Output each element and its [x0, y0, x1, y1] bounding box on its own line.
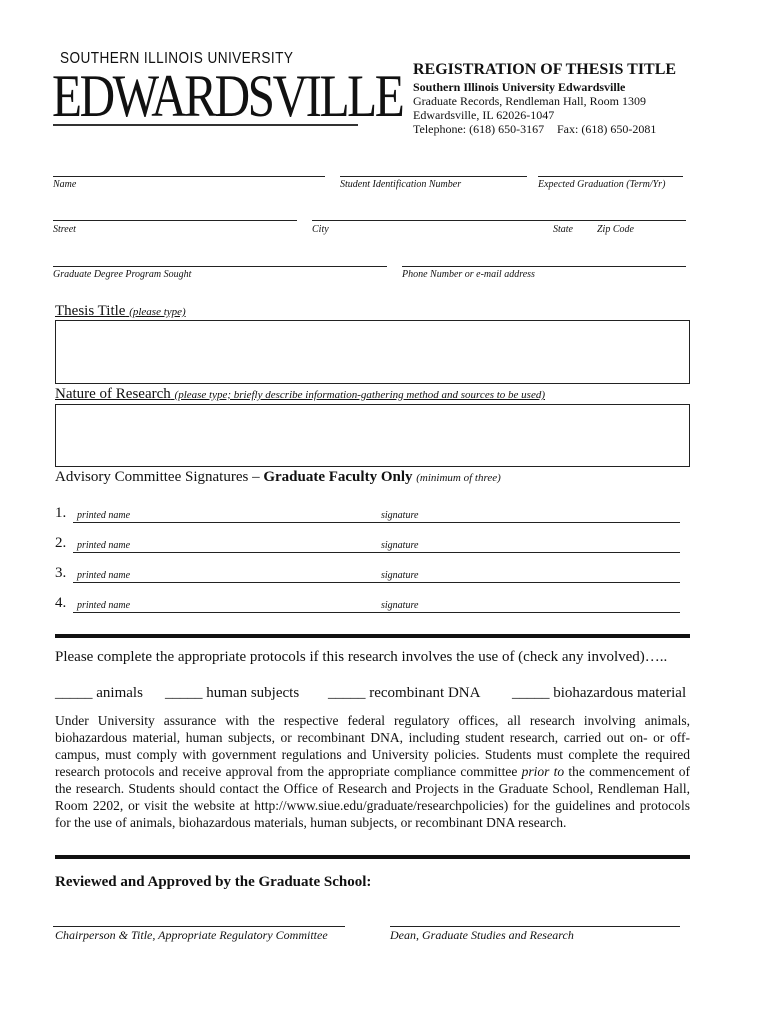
program-label: Graduate Degree Program Sought — [53, 269, 192, 280]
protocol-recombinant-dna[interactable]: _____ recombinant DNA — [328, 685, 481, 701]
committee-hint: (minimum of three) — [416, 472, 501, 484]
committee-signature-line[interactable] — [73, 552, 680, 553]
contact-label: Phone Number or e-mail address — [402, 269, 535, 280]
city-state-zip-field[interactable] — [312, 220, 686, 221]
contact-field[interactable] — [402, 266, 686, 267]
street-field[interactable] — [53, 220, 297, 221]
program-field[interactable] — [53, 266, 387, 267]
dean-signature-line[interactable] — [390, 926, 680, 927]
committee-bold: Graduate Faculty Only — [263, 469, 413, 485]
form-title: REGISTRATION OF THESIS TITLE — [413, 61, 677, 78]
thesis-title-heading — [55, 303, 186, 321]
address-line-2: Edwardsville, IL 62026-1047 — [413, 108, 555, 122]
thesis-title-input[interactable] — [55, 320, 690, 384]
research-hint: (please type; briefly describe information-gathering method and sources to be used) — [174, 389, 545, 401]
committee-signature-line[interactable] — [73, 612, 680, 613]
row-number: 3. — [55, 565, 67, 581]
logo-rule — [53, 124, 358, 126]
research-label: Nature of Research — [55, 386, 171, 402]
row-number: 2. — [55, 535, 67, 551]
printed-name-label: printed name — [77, 510, 131, 521]
section-divider — [55, 634, 690, 638]
protocol-human-subjects[interactable]: _____ human subjects — [165, 685, 300, 701]
org-name: Southern Illinois University Edwardsville — [413, 80, 626, 94]
dean-label: Dean, Graduate Studies and Research — [390, 928, 574, 942]
student-id-label: Student Identification Number — [340, 179, 462, 190]
printed-name-label: printed name — [77, 540, 131, 551]
expected-graduation-label: Expected Graduation (Term/Yr) — [538, 179, 666, 190]
name-field[interactable] — [53, 176, 325, 177]
committee-signature-line[interactable] — [73, 522, 680, 523]
telephone: Telephone: (618) 650-3167 — [413, 122, 545, 136]
chairperson-signature-line[interactable] — [53, 926, 345, 927]
signature-label: signature — [381, 600, 419, 611]
section-divider-2 — [55, 855, 690, 859]
state-label: State — [553, 224, 573, 235]
fax: Fax: (618) 650-2081 — [557, 122, 657, 136]
city-label: City — [312, 224, 329, 235]
expected-graduation-field[interactable] — [538, 176, 683, 177]
row-number: 4. — [55, 595, 67, 611]
address-line-1: Graduate Records, Rendleman Hall, Room 1309 — [413, 94, 646, 108]
printed-name-label: printed name — [77, 570, 131, 581]
logo-top-text: SOUTHERN ILLINOIS UNIVERSITY — [60, 50, 294, 67]
name-label: Name — [53, 179, 77, 190]
committee-signature-line[interactable] — [73, 582, 680, 583]
approval-heading: Reviewed and Approved by the Graduate School: — [55, 874, 372, 890]
nature-of-research-input[interactable] — [55, 404, 690, 467]
logo-main-text: EDWARDSVILLE — [52, 63, 403, 129]
committee-heading — [55, 469, 501, 487]
thesis-title-hint: (please type) — [129, 306, 186, 318]
paragraph-part-1: Under University assurance with the respective federal regulatory offices, all research involving animals, biohazardous material, human subjects, or recombinant DNA, including student research, carried out on- or off-campus, must comply with government regulations and University policies. Students must complete the required research protocols and receive approval from the appropriate compliance committee — [55, 713, 690, 779]
signature-label: signature — [381, 540, 419, 551]
row-number: 1. — [55, 505, 67, 521]
nature-of-research-heading — [55, 386, 545, 404]
signature-label: signature — [381, 570, 419, 581]
protocols-prompt: Please complete the appropriate protocols if this research involves the use of (check any involved)….. — [55, 649, 668, 665]
chairperson-label: Chairperson & Title, Appropriate Regulatory Committee — [55, 928, 328, 942]
student-id-field[interactable] — [340, 176, 527, 177]
protocol-biohazardous[interactable]: _____ biohazardous material — [512, 685, 687, 701]
protocol-animals[interactable]: _____ animals — [55, 685, 143, 701]
paragraph-part-2: the commencement of the research. Students should contact the Office of Research and Projects in the Graduate School, Rendleman Hall, Room 2202, or visit the website at http://www.siue.edu/graduate/researchpolicies) for the guidelines and protocols for the use of animals, biohazardous materials, human subjects, or recombinant DNA research. — [55, 764, 691, 830]
printed-name-label: printed name — [77, 600, 131, 611]
committee-label: Advisory Committee Signatures – — [55, 469, 264, 485]
protocols-paragraph — [55, 712, 690, 831]
thesis-title-label: Thesis Title — [55, 303, 126, 319]
signature-label: signature — [381, 510, 419, 521]
street-label: Street — [53, 224, 76, 235]
paragraph-emphasis: prior to — [521, 764, 565, 779]
zip-label: Zip Code — [597, 224, 634, 235]
